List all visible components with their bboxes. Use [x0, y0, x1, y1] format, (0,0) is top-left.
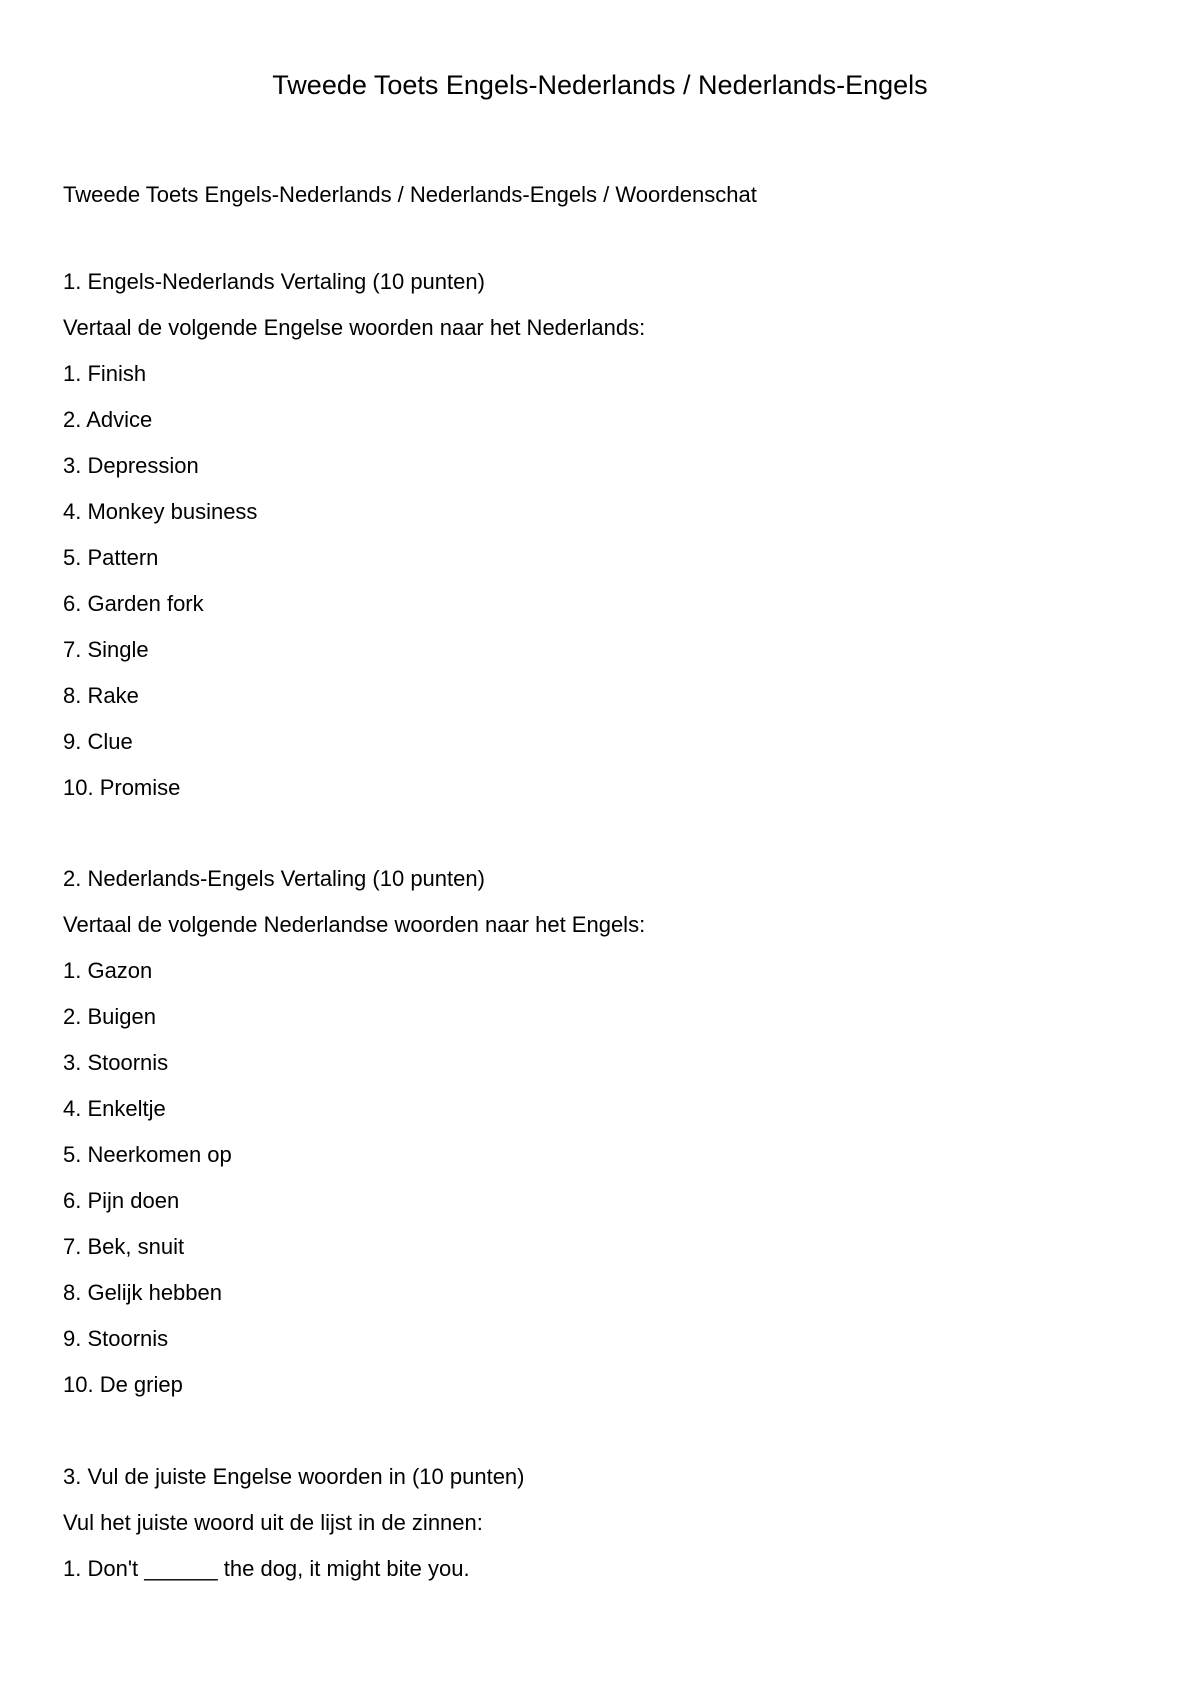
list-item: 7. Bek, snuit	[63, 1234, 185, 1259]
list-item: 1. Finish	[63, 361, 147, 386]
section-2-instruction: Vertaal de volgende Nederlandse woorden naar het Engels:	[63, 912, 646, 937]
list-item: 9. Clue	[63, 729, 133, 754]
list-item: 4. Monkey business	[63, 499, 258, 524]
section-3-heading: 3. Vul de juiste Engelse woorden in (10 punten)	[63, 1464, 525, 1489]
list-item: 1. Don't ______ the dog, it might bite you.	[63, 1556, 470, 1581]
list-item: 6. Pijn doen	[63, 1188, 180, 1213]
list-item: 2. Buigen	[63, 1004, 156, 1029]
list-item: 9. Stoornis	[63, 1326, 169, 1351]
list-item: 3. Stoornis	[63, 1050, 169, 1075]
list-item: 8. Gelijk hebben	[63, 1280, 222, 1305]
list-item: 4. Enkeltje	[63, 1096, 166, 1121]
list-item: 7. Single	[63, 637, 149, 662]
list-item: 2. Advice	[63, 407, 153, 432]
page-title: Tweede Toets Engels-Nederlands / Nederlands-Engels	[272, 70, 928, 100]
list-item: 10. De griep	[63, 1372, 183, 1397]
section-3-instruction: Vul het juiste woord uit de lijst in de zinnen:	[63, 1510, 483, 1535]
list-item: 5. Pattern	[63, 545, 159, 570]
list-item: 1. Gazon	[63, 958, 153, 983]
list-item: 10. Promise	[63, 775, 181, 800]
list-item: 5. Neerkomen op	[63, 1142, 232, 1167]
section-2-heading: 2. Nederlands-Engels Vertaling (10 punten)	[63, 866, 485, 891]
page-subtitle: Tweede Toets Engels-Nederlands / Nederlands-Engels / Woordenschat	[63, 182, 757, 207]
list-item: 3. Depression	[63, 453, 199, 478]
list-item: 8. Rake	[63, 683, 139, 708]
section-1-heading: 1. Engels-Nederlands Vertaling (10 punten)	[63, 269, 485, 294]
list-item: 6. Garden fork	[63, 591, 204, 616]
section-1-instruction: Vertaal de volgende Engelse woorden naar het Nederlands:	[63, 315, 646, 340]
